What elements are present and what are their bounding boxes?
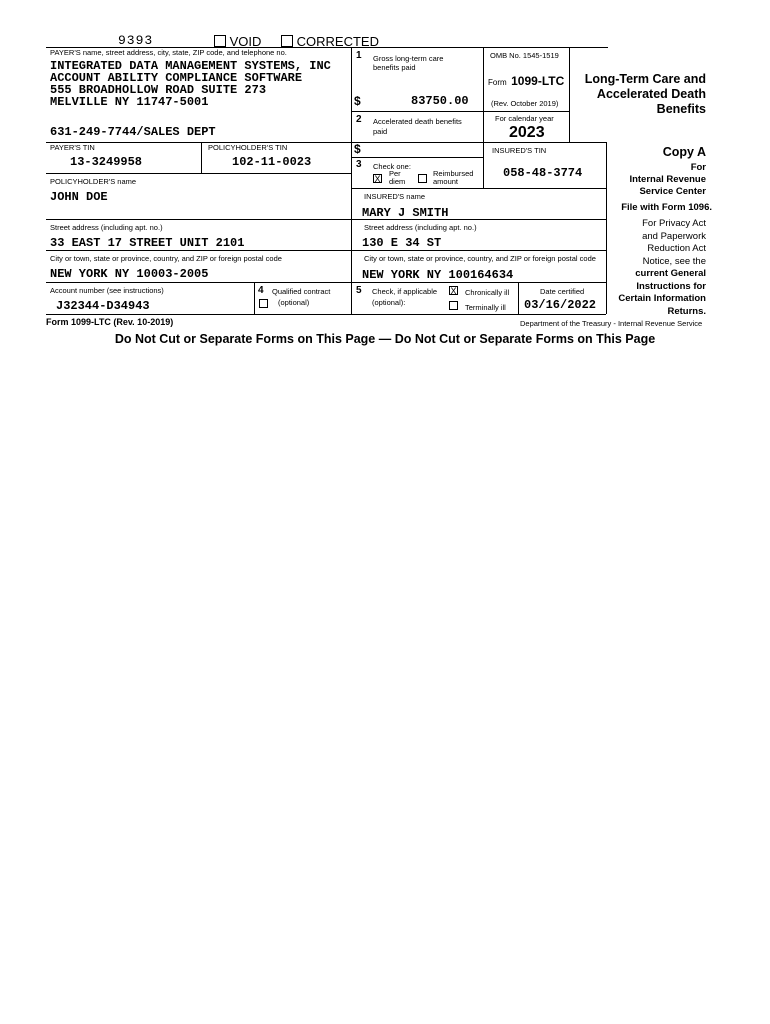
box4-label: Qualified contract: [272, 287, 331, 296]
box4-number: 4: [258, 285, 264, 296]
account-number-label: Account number (see instructions): [50, 286, 164, 295]
policyholder-name-value: JOHN DOE: [50, 190, 108, 204]
row-tin-top: [46, 142, 606, 143]
box5-number: 5: [356, 285, 362, 296]
void-checkbox[interactable]: [214, 35, 226, 47]
reimbursed-label-b: amount: [433, 177, 459, 186]
date-certified-left: [518, 282, 519, 314]
policyholder-street-value: 33 EAST 17 STREET UNIT 2101: [50, 236, 245, 250]
box2-dollar: $: [354, 142, 361, 156]
city-row-bottom: [46, 282, 606, 283]
divider-omb: [483, 47, 484, 142]
copy-privacy-line3: Reduction Act: [647, 243, 706, 254]
chronically-ill-label: Chronically ill: [465, 288, 510, 297]
insured-tin-label: INSURED'S TIN: [492, 146, 547, 155]
payer-name-line2: ACCOUNT ABILITY COMPLIANCE SOFTWARE: [50, 71, 303, 85]
box3-number: 3: [356, 159, 362, 170]
form-name: 1099-LTC: [511, 74, 565, 88]
policyholder-city-value: NEW YORK NY 10003-2005: [50, 267, 209, 281]
policyholder-tin-value: 102-11-0023: [232, 155, 312, 169]
policyholder-street-label: Street address (including apt. no.): [50, 223, 163, 232]
insured-city-label: City or town, state or province, country, and ZIP or foreign postal code: [364, 254, 596, 263]
chronically-ill-checkbox[interactable]: X: [450, 286, 457, 296]
payer-street: 555 BROADHOLLOW ROAD SUITE 273: [50, 83, 267, 97]
box1-bottom: [351, 111, 483, 112]
box2-label-b: paid: [373, 127, 388, 136]
box5-label-a: Check, if applicable: [372, 287, 438, 296]
date-certified-label: Date certified: [540, 287, 585, 296]
calendar-year: 2023: [509, 124, 545, 141]
form-bottom-border: [46, 314, 606, 315]
void-label: VOID: [229, 34, 262, 49]
payer-label: PAYER'S name, street address, city, state, ZIP code, and telephone no.: [50, 48, 287, 57]
copy-privacy-line6: Instructions for: [636, 280, 706, 292]
form-code: 9393: [118, 33, 154, 48]
box2-label-a: Accelerated death benefits: [373, 117, 462, 126]
policyholder-city-label: City or town, state or province, country, and ZIP or foreign postal code: [50, 254, 282, 263]
date-certified-value: 03/16/2022: [524, 298, 597, 312]
copy-irs-line2: Service Center: [639, 186, 706, 197]
payer-city: MELVILLE NY 11747-5001: [50, 95, 209, 109]
title-line3: Benefits: [656, 102, 706, 116]
copy-for: For: [690, 162, 706, 173]
form-id: [488, 72, 564, 90]
footer-department: Department of the Treasury - Internal Revenue Service: [520, 319, 703, 328]
box3-right: [483, 142, 484, 188]
insured-name-value: MARY J SMITH: [362, 206, 449, 220]
form-prefix: Form: [488, 78, 507, 87]
do-not-cut-warning: Do Not Cut or Separate Forms on This Page — Do Not Cut or Separate Forms on This Page: [114, 332, 656, 346]
calendar-year-label: For calendar year: [495, 114, 554, 123]
box4-optional: (optional): [278, 298, 310, 307]
footer-form-id: Form 1099-LTC (Rev. 10-2019): [46, 317, 174, 327]
box1-dollar: $: [354, 94, 361, 108]
box1-number: 1: [356, 50, 362, 61]
per-diem-label-a: Per: [389, 169, 401, 178]
insured-street-value: 130 E 34 ST: [362, 236, 442, 250]
omb-number: OMB No. 1545-1519: [490, 51, 559, 60]
insured-street-label: Street address (including apt. no.): [364, 223, 477, 232]
copy-privacy-line2: and Paperwork: [642, 230, 706, 242]
copy-irs-line1: Internal Revenue: [629, 174, 706, 185]
terminally-ill-label: Terminally ill: [465, 303, 506, 312]
tin-row-bottom: [46, 173, 351, 174]
insured-name-label: INSURED'S name: [364, 192, 426, 201]
per-diem-label-b: diem: [389, 177, 406, 186]
title-line2: Accelerated Death: [596, 87, 706, 101]
per-diem-label: [389, 170, 405, 186]
copy-privacy-line7: Certain Information: [618, 293, 706, 304]
copy-privacy-line5: current General: [635, 268, 706, 279]
payer-tin-value: 13-3249958: [70, 155, 143, 169]
payer-name-line1: INTEGRATED DATA MANAGEMENT SYSTEMS, INC: [50, 59, 331, 73]
terminally-ill-checkbox[interactable]: [449, 301, 458, 310]
box1-amount: 83750.00: [411, 94, 469, 108]
insured-city-value: NEW YORK NY 100164634: [362, 268, 514, 282]
rev-bottom: [483, 111, 569, 112]
qualified-contract-checkbox[interactable]: [259, 299, 268, 308]
copy-a-panel: [610, 144, 712, 318]
policyholder-name-label: POLICYHOLDER'S name: [50, 177, 137, 186]
account-number-value: J32344-D34943: [56, 299, 150, 313]
box1-label-b: benefits paid: [373, 63, 416, 72]
divider-title: [569, 47, 570, 142]
reimbursed-checkbox[interactable]: [418, 174, 427, 183]
box5-label-b: (optional):: [372, 298, 406, 307]
box2-bottom: [351, 157, 483, 158]
box3-label: Check one:: [373, 162, 411, 171]
insured-tin-value: 058-48-3774: [503, 166, 583, 180]
payer-phone: 631-249-7744/SALES DEPT: [50, 125, 216, 139]
form-revision: (Rev. October 2019): [491, 99, 559, 108]
divider-tins: [201, 142, 202, 173]
box2-number: 2: [356, 114, 362, 125]
divider-copy: [606, 142, 607, 314]
divider-left-center: [351, 47, 352, 314]
box4-left: [254, 282, 255, 314]
insured-tin-bottom: [351, 188, 606, 189]
names-row-bottom: [46, 219, 606, 220]
copy-privacy-line1: For Privacy Act: [642, 218, 706, 229]
reimbursed-label-a: Reimbursed: [433, 169, 474, 178]
corrected-checkbox[interactable]: [281, 35, 293, 47]
reimbursed-label: [433, 170, 473, 186]
payer-tin-label: PAYER'S TIN: [50, 143, 95, 152]
title-line1: Long-Term Care and: [584, 72, 706, 86]
copy-file-with: File with Form 1096.: [621, 202, 712, 213]
copy-privacy-line4: Notice, see the: [642, 255, 706, 267]
corrected-label: CORRECTED: [296, 34, 379, 49]
form-title: [572, 72, 706, 117]
box1-label-a: Gross long-term care: [373, 54, 444, 63]
per-diem-checkbox[interactable]: X: [374, 174, 381, 184]
copy-a-title: Copy A: [662, 145, 706, 159]
street-row-bottom: [46, 250, 606, 251]
policyholder-tin-label: POLICYHOLDER'S TIN: [208, 143, 288, 152]
copy-privacy-line8: Returns.: [667, 305, 706, 317]
payer-address: [50, 60, 331, 108]
